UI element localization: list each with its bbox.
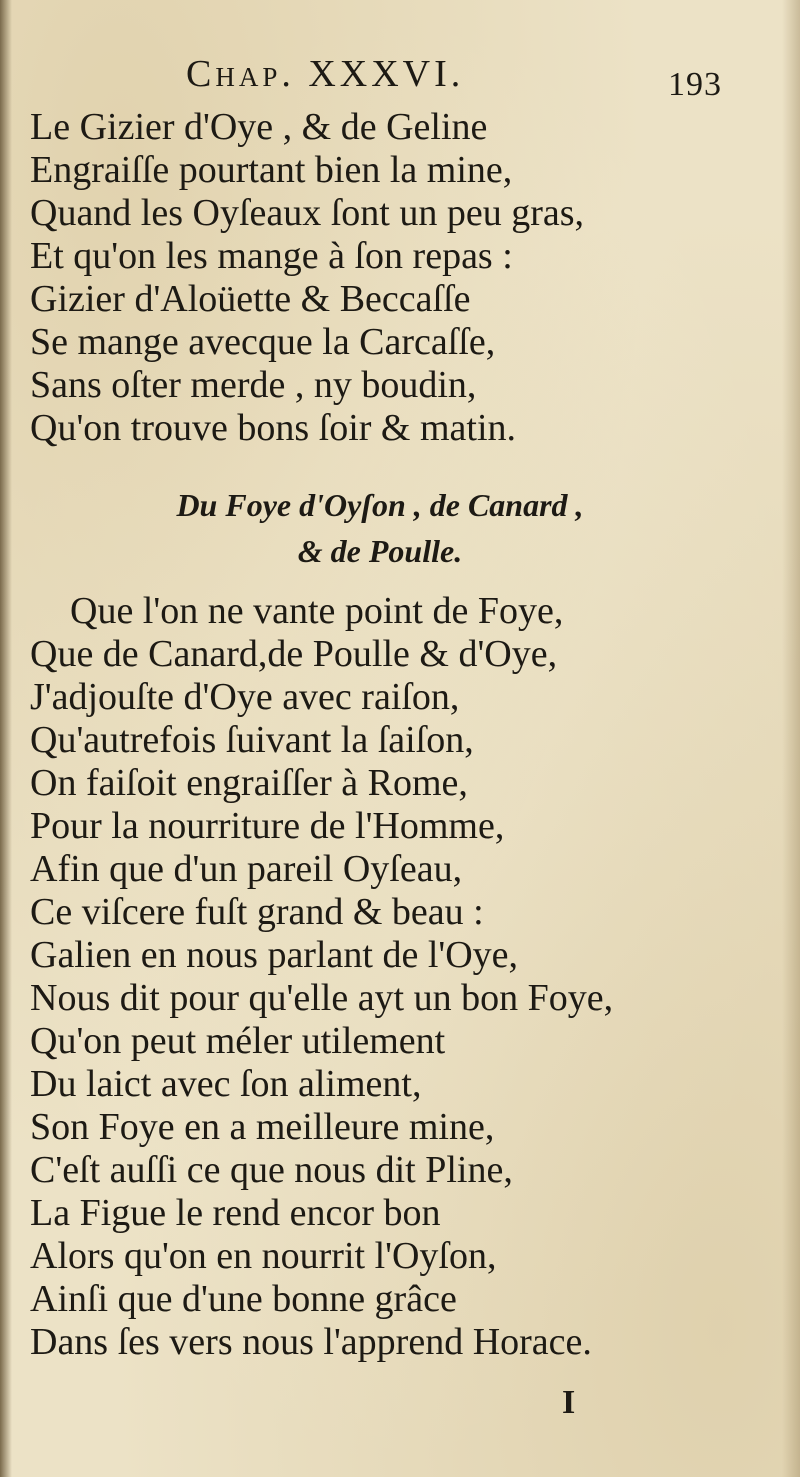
verse-line: Ainſi que d'une bonne grâce	[30, 1278, 457, 1320]
running-head: Chap. XXXVI.	[186, 53, 465, 95]
verse-line: C'eſt auſſi ce que nous dit Pline,	[30, 1149, 513, 1191]
verse-line: Dans ſes vers nous l'apprend Horace.	[30, 1321, 592, 1363]
verse-line: Quand les Oyſeaux ſont un peu gras,	[30, 192, 585, 234]
verse-line: Engraiſſe pourtant bien la mine,	[30, 149, 513, 191]
verse-line: Sans oſter merde , ny boudin,	[30, 364, 477, 406]
page-number: 193	[668, 66, 722, 103]
catchword: I	[562, 1384, 576, 1421]
verse-line: Afin que d'un pareil Oyſeau,	[30, 848, 463, 890]
verse-line: Nous dit pour qu'elle ayt un bon Foye,	[30, 977, 614, 1019]
verse-line: Qu'on trouve bons ſoir & matin.	[30, 407, 517, 449]
verse-line: Qu'autrefois ſuivant la ſaiſon,	[30, 719, 474, 761]
verse-line: Pour la nourriture de l'Homme,	[30, 805, 505, 847]
page-edge-shadow	[782, 0, 800, 1477]
verse-line: Que l'on ne vante point de Foye,	[70, 590, 564, 632]
verse-block-1	[30, 106, 680, 450]
verse-line: Ce viſcere fuſt grand & beau :	[30, 891, 484, 933]
verse-line: Qu'on peut méler utilement	[30, 1020, 446, 1062]
verse-line: Le Gizier d'Oye , & de Geline	[30, 106, 488, 148]
verse-line: On faiſoit engraiſſer à Rome,	[30, 762, 468, 804]
verse-line: Gizier d'Aloüette & Beccaſſe	[30, 278, 471, 320]
verse-line: Et qu'on les mange à ſon repas :	[30, 235, 513, 277]
verse-block-2	[30, 590, 680, 1364]
verse-line: Que de Canard,de Poulle & d'Oye,	[30, 633, 558, 675]
section-title-line-1: Du Foye d'Oyſon , de Canard ,	[176, 487, 584, 523]
verse-line: La Figue le rend encor bon	[30, 1192, 441, 1234]
verse-line: Alors qu'on en nourrit l'Oyſon,	[30, 1235, 497, 1277]
section-title-line-2: & de Poulle.	[297, 533, 463, 569]
verse-line: Du laict avec ſon aliment,	[30, 1063, 422, 1105]
verse-line: Se mange avecque la Carcaſſe,	[30, 321, 496, 363]
verse-line: Galien en nous parlant de l'Oye,	[30, 934, 519, 976]
verse-line: J'adjouſte d'Oye avec raiſon,	[30, 676, 460, 718]
page-gutter-shadow	[0, 0, 12, 1477]
verse-line: Son Foye en a meilleure mine,	[30, 1106, 495, 1148]
section-title	[100, 482, 660, 574]
